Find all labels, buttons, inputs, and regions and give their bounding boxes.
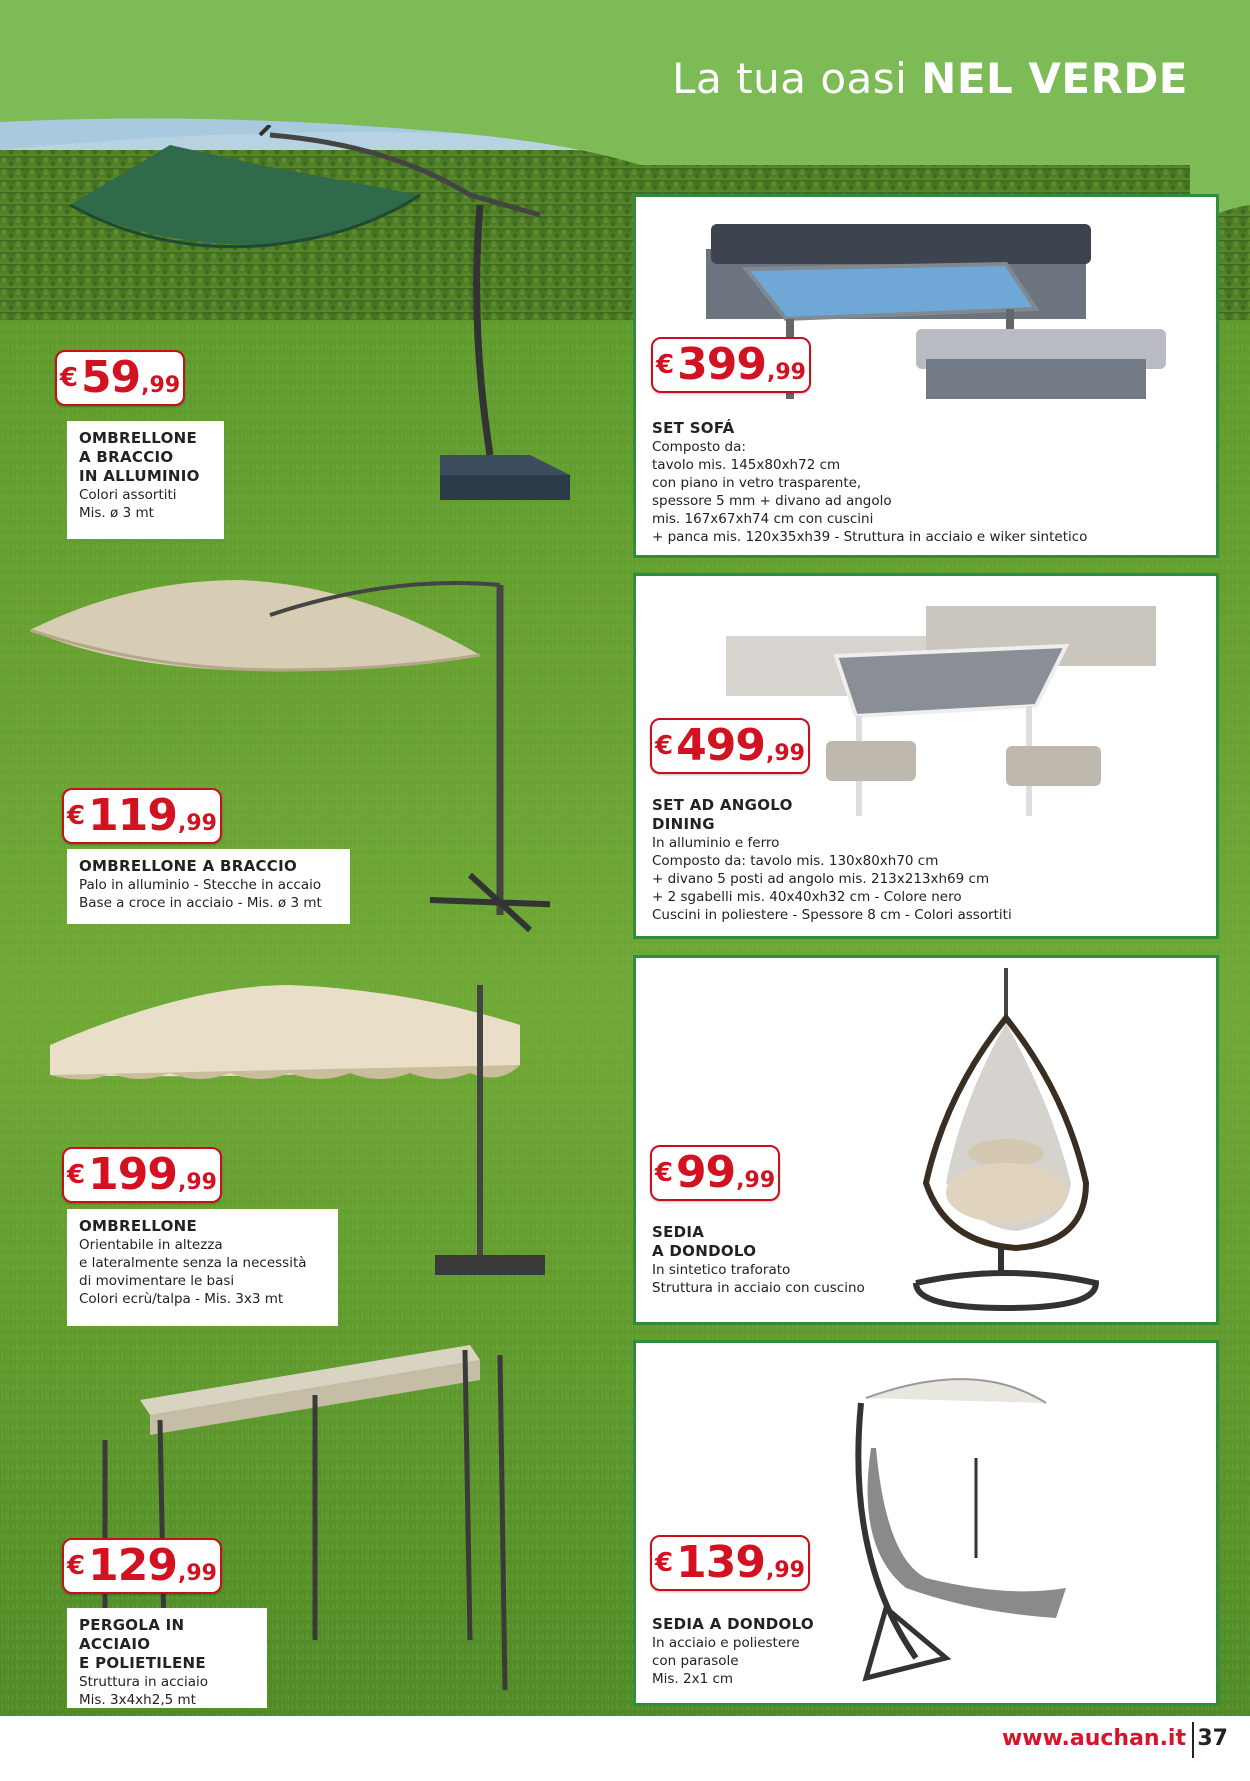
currency-symbol: €: [59, 363, 78, 393]
product-name: SET SOFÁ: [652, 419, 735, 437]
price-integer: 199: [88, 1149, 177, 1200]
price-badge-8: [650, 1535, 810, 1591]
product-details: In alluminio e ferro Composto da: tavolo mis. 130x80xh70 cm + divano 5 posti ad angolo mis. 213x213xh69 cm + 2 sgabelli mis. 40x40xh32 cm - Colore nero Cuscini in poliestere - Spessore 8 cm - Colori assortiti: [652, 835, 1012, 923]
price-decimals: ,99: [736, 1168, 776, 1193]
currency-symbol: €: [67, 801, 86, 831]
product-details: Palo in alluminio - Stecche in accaio Base a croce in acciaio - Mis. ø 3 mt: [79, 877, 322, 911]
price-badge-4: [62, 1538, 222, 1594]
price-decimals: ,99: [177, 1561, 217, 1586]
price-decimals: ,99: [177, 1170, 217, 1195]
product-description-6: [652, 796, 1092, 923]
product-name: OMBRELLONE A BRACCIO: [79, 857, 298, 875]
hanging-chair-image: [886, 963, 1146, 1323]
price-integer: 129: [88, 1540, 177, 1591]
heading-light: La tua oasi: [672, 54, 908, 103]
price-badge-7: [650, 1145, 780, 1201]
product-details: Composto da: tavolo mis. 145x80xh72 cm con piano in vetro trasparente, spessore 5 mm + divano ad angolo mis. 167x67xh74 cm con cuscini + panca mis. 120x35xh39 - Struttura in acciaio e wiker sintetico: [652, 439, 1088, 545]
price-badge-6: [650, 718, 810, 774]
currency-symbol: €: [655, 731, 674, 761]
currency-symbol: €: [655, 1548, 674, 1578]
product-name: PERGOLA IN ACCIAIO E POLIETILENE: [79, 1616, 206, 1672]
footer-divider: [1192, 1722, 1194, 1758]
price-decimals: ,99: [141, 373, 181, 398]
product-name: OMBRELLONE: [79, 1217, 198, 1235]
product-description-3: [67, 1209, 338, 1326]
currency-symbol: €: [67, 1551, 86, 1581]
currency-symbol: €: [656, 350, 675, 380]
product-name: OMBRELLONE A BRACCIO IN ALLUMINIO: [79, 429, 200, 485]
price-decimals: ,99: [765, 741, 805, 766]
product-details: Colori assortiti Mis. ø 3 mt: [79, 487, 177, 521]
price-badge-1: [55, 350, 185, 406]
price-decimals: ,99: [766, 360, 806, 385]
price-integer: 59: [80, 352, 141, 403]
product-panel-set-sofa: [633, 194, 1219, 558]
price-integer: 499: [676, 720, 765, 771]
price-integer: 139: [676, 1537, 765, 1588]
product-name: SEDIA A DONDOLO: [652, 1615, 814, 1633]
product-description-5: [652, 419, 1212, 551]
page-heading: [672, 54, 1188, 103]
product-name: SET AD ANGOLO DINING: [652, 796, 793, 833]
page-number: 37: [1197, 1726, 1228, 1751]
product-details: Orientabile in altezza e lateralmente senza la necessità di movimentare le basi Colori ecrù/talpa - Mis. 3x3 mt: [79, 1237, 307, 1307]
product-description-2: [67, 849, 350, 924]
page-footer: [0, 1716, 1250, 1781]
price-integer: 399: [677, 339, 766, 390]
price-badge-5: [651, 337, 811, 393]
sofa-set-image: [706, 209, 1186, 439]
price-integer: 119: [88, 790, 177, 841]
product-details: In acciaio e poliestere con parasole Mis. 2x1 cm: [652, 1635, 800, 1687]
product-description-4: [67, 1608, 267, 1708]
product-description-8: [652, 1615, 892, 1695]
website-link[interactable]: www.auchan.it: [1001, 1726, 1186, 1751]
heading-bold: NEL VERDE: [921, 54, 1188, 103]
price-badge-2: [62, 788, 222, 844]
product-name: SEDIA A DONDOLO: [652, 1223, 757, 1260]
price-decimals: ,99: [765, 1558, 805, 1583]
price-decimals: ,99: [177, 811, 217, 836]
product-panel-sedia-dondolo-1: [633, 955, 1219, 1325]
currency-symbol: €: [654, 1158, 673, 1188]
price-integer: 99: [675, 1147, 736, 1198]
product-description-7: [652, 1223, 892, 1313]
product-description-1: [67, 421, 224, 539]
product-details: Struttura in acciaio Mis. 3x4xh2,5 mt: [79, 1674, 208, 1708]
price-badge-3: [62, 1147, 222, 1203]
product-details: In sintetico traforato Struttura in acciaio con cuscino: [652, 1262, 865, 1296]
product-panel-set-dining: [633, 573, 1219, 939]
currency-symbol: €: [67, 1160, 86, 1190]
product-panel-sedia-dondolo-2: [633, 1340, 1219, 1706]
